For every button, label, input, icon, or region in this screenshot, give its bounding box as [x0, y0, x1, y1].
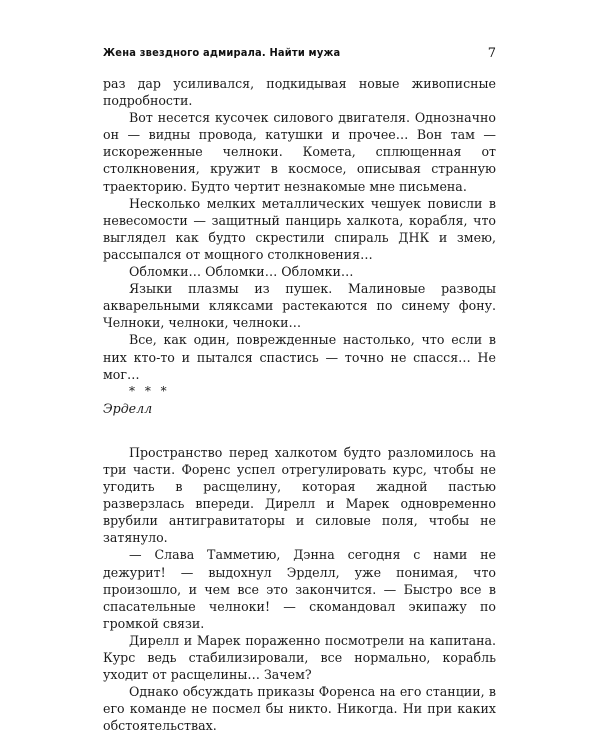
paragraph: Несколько мелких металлических чешуек повисли в невесомости — защитный панцирь халкота, корабля, что выглядел как будто скрестили спираль ДНК и змею, рассыпался от мощного столкновения…	[103, 195, 496, 262]
scene-separator: * * *	[129, 383, 170, 398]
page-number: 7	[487, 46, 496, 61]
paragraph: Все, как один, поврежденные настолько, что если в них кто-то и пытался спастись — точно не спасся… Не мог…	[103, 332, 496, 382]
pov-heading: Эрделл	[103, 400, 153, 416]
running-title: Жена звездного адмирала. Найти мужа	[103, 46, 341, 59]
running-header	[103, 46, 496, 70]
paragraph: Дирелл и Марек пораженно посмотрели на капитана. Курс ведь стабилизировали, все нормально, корабль уходит от расщелины… Зачем?	[103, 632, 496, 683]
paragraph: Вот несется кусочек силового двигателя. Однозначно он — видны провода, катушки и прочее… Вон там — искореженные челноки. Комета, сплющенная от столкновения, кружит в космосе, описывая странную траекторию. Будто чертит незнакомые мне письмена.	[103, 110, 496, 194]
paragraph: Пространство перед халкотом будто разломилось на три части. Форенс успел отрегулировать курс, чтобы не угодить в расщелину, которая жадной пастью разверзлась впереди. Дирелл и Марек одновременно врубили антигравитаторы и силовые поля, чтобы не затянуло.	[103, 444, 496, 546]
page-body	[103, 75, 496, 734]
paragraph: Языки плазмы из пушек. Малиновые разводы акварельными кляксами растекаются по синему фону. Челноки, челноки, челноки…	[103, 281, 496, 331]
paragraph: раз дар усиливался, подкидывая новые живописные подробности.	[103, 76, 496, 109]
paragraph: Обломки… Обломки… Обломки…	[129, 264, 354, 280]
paragraph: Однако обсуждать приказы Форенса на его станции, в его команде не посмел бы никто. Никогда. Ни при каких обстоятельствах.	[103, 684, 496, 734]
paragraph: — Слава Тамметию, Дэнна сегодня с нами не дежурит! — выдохнул Эрделл, уже понимая, что произошло, и чем все это закончится. — Быстро все в спасательные челноки! — скомандовал экипажу по громкой связи.	[103, 547, 496, 631]
